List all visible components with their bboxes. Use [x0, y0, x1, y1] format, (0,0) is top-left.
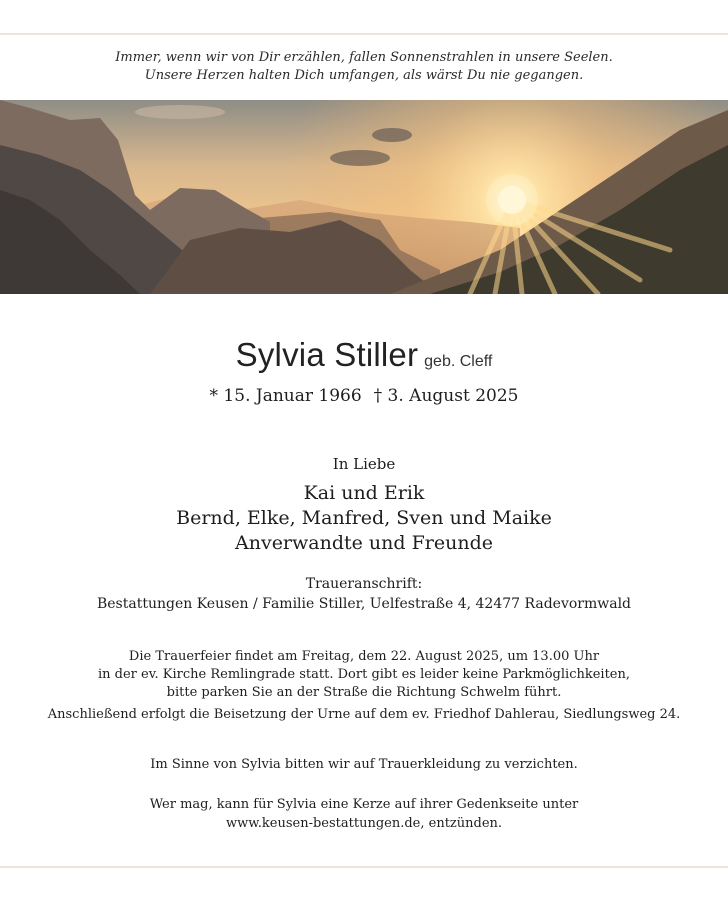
bottom-divider: [0, 866, 728, 868]
birth-date: * 15. Januar 1966: [209, 386, 362, 406]
in-love-label: In Liebe: [332, 455, 396, 473]
mountain-sunset-image: [0, 100, 728, 294]
burial-info: Anschließend erfolgt die Beisetzung der Urne auf dem ev. Friedhof Dahlerau, Siedlungsweg 24.: [47, 707, 681, 722]
ceremony-line: Die Trauerfeier findet am Freitag, dem 22. August 2025, um 13.00 Uhr: [128, 649, 600, 664]
ceremony-line: in der ev. Kirche Remlingrade statt. Dort gibt es leider keine Parkmöglichkeiten,: [97, 667, 630, 682]
motto-line: Unsere Herzen halten Dich umfangen, als wärst Du nie gegangen.: [144, 68, 584, 83]
mourning-address: [0, 574, 728, 614]
address-value: Bestattungen Keusen / Familie Stiller, Uelfestraße 4, 42477 Radevormwald: [96, 596, 632, 612]
mourner-line: Kai und Erik: [303, 482, 425, 504]
address-label: Traueranschrift:: [305, 576, 423, 592]
death-date: † 3. August 2025: [373, 386, 519, 406]
mourners-list: [0, 481, 728, 556]
top-divider: [0, 33, 728, 35]
candle-note: [0, 795, 728, 833]
ceremony-line: bitte parken Sie an der Straße die Richtung Schwelm führt.: [166, 685, 562, 700]
mourner-line: Anverwandte und Freunde: [235, 532, 493, 554]
dress-request: Im Sinne von Sylvia bitten wir auf Trauerkleidung zu verzichten.: [150, 757, 578, 772]
motto-verse: [0, 49, 728, 85]
deceased-heading: [0, 336, 728, 374]
ceremony-info: [0, 648, 728, 702]
mourner-line: Bernd, Elke, Manfred, Sven und Maike: [176, 507, 552, 529]
life-dates: [0, 386, 728, 406]
candle-line: www.keusen-bestattungen.de, entzünden.: [225, 816, 503, 831]
birth-name: geb. Cleff: [424, 353, 493, 370]
deceased-name: Sylvia Stiller: [235, 336, 419, 373]
candle-line: Wer mag, kann für Sylvia eine Kerze auf ihrer Gedenkseite unter: [149, 797, 579, 812]
motto-line: Immer, wenn wir von Dir erzählen, fallen Sonnenstrahlen in unsere Seelen.: [115, 50, 613, 65]
